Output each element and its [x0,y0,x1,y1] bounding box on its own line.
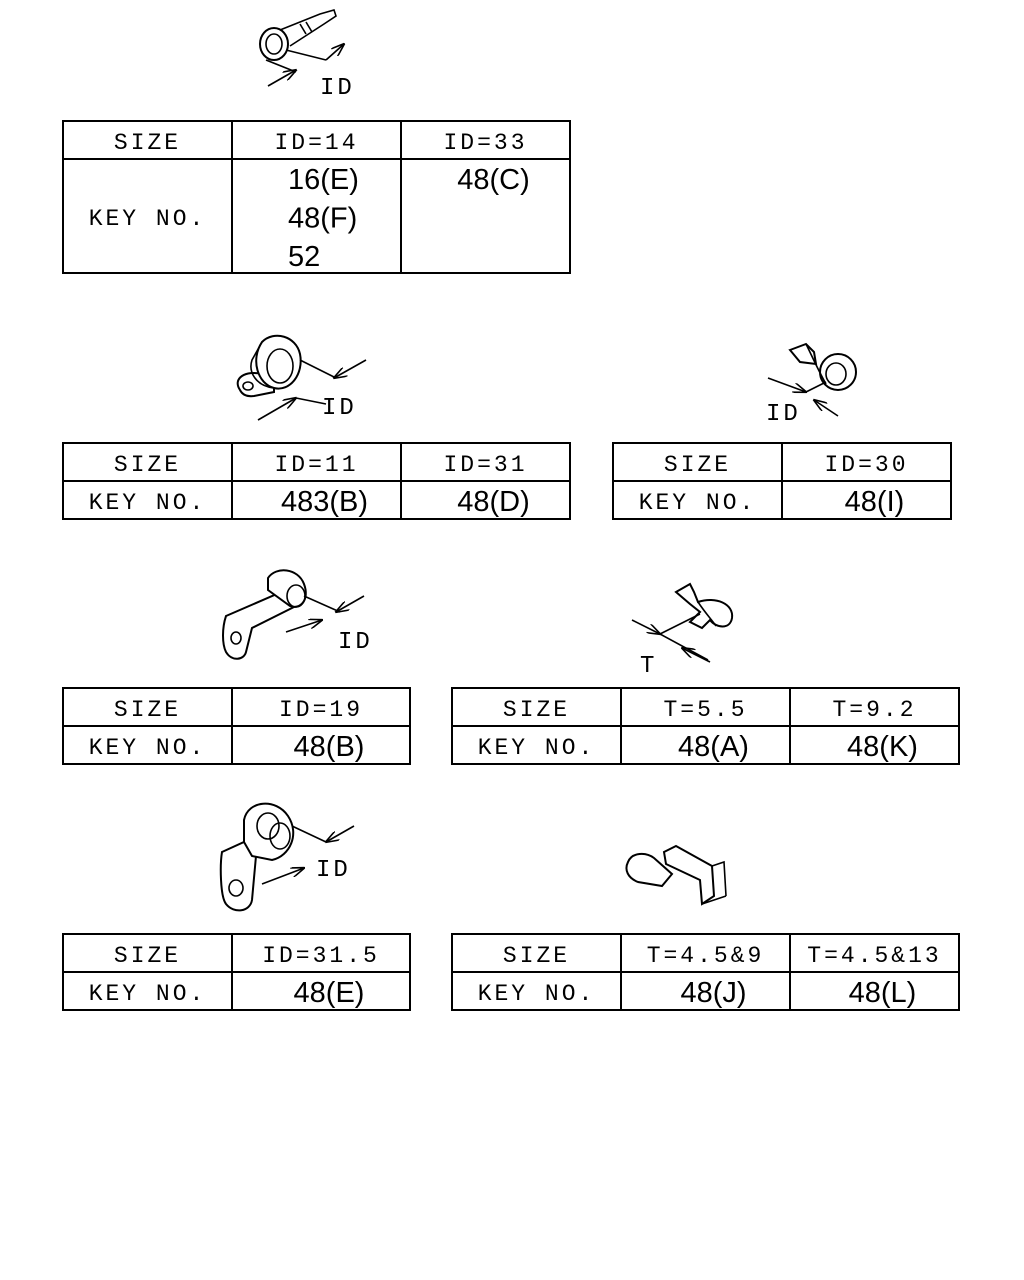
size-value: ID=14 [274,130,359,156]
key-number: 48(K) [847,731,918,763]
size-value: ID=31.5 [262,943,380,969]
size-key-table [452,688,959,764]
key-number: 48(F) [288,202,358,235]
size-value: ID=33 [443,130,528,156]
size-value: T=5.5 [663,697,748,723]
key-number: 48(L) [848,977,917,1009]
size-header-label: SIZE [113,943,182,969]
key-number: 48(E) [293,977,365,1009]
size-value: ID=11 [274,452,359,478]
key-no-label: KEY NO. [477,981,596,1007]
clamp-drawing-3 [766,344,856,428]
size-header-label: SIZE [502,697,571,723]
key-number: 48(A) [678,731,749,763]
clamp-drawing-1 [260,10,355,102]
key-number: 48(I) [844,486,905,518]
key-no-label: KEY NO. [477,735,596,761]
size-value: ID=30 [824,452,909,478]
size-key-table [63,934,410,1010]
key-no-label: KEY NO. [638,490,757,516]
id-dimension-label: ID [322,395,357,422]
key-number: 48(J) [680,977,747,1009]
key-no-label: KEY NO. [88,981,207,1007]
id-dimension-label: ID [766,401,801,428]
size-value: ID=31 [443,452,528,478]
key-no-label: KEY NO. [88,735,207,761]
clamp-drawing-5 [632,584,732,680]
clamp-drawing-2 [238,336,366,422]
size-header-label: SIZE [663,452,732,478]
key-number: 48(B) [293,731,365,763]
size-key-table [452,934,959,1010]
size-header-label: SIZE [113,452,182,478]
size-key-table [63,443,570,519]
size-value: T=9.2 [832,697,917,723]
key-number: 52 [288,241,321,273]
key-number: 16(E) [288,164,359,196]
clamp-drawing-7 [626,846,726,904]
id-dimension-label: ID [320,75,355,102]
clamp-drawing-4 [223,570,373,658]
key-number: 483(B) [280,486,369,518]
key-no-label: KEY NO. [88,206,207,232]
size-value: T=4.5&13 [807,943,942,969]
clamp-drawing-6 [221,804,354,911]
size-header-label: SIZE [113,697,182,723]
size-value: T=4.5&9 [646,943,765,969]
size-key-table [63,688,410,764]
key-number: 48(C) [457,164,530,196]
size-header-label: SIZE [502,943,571,969]
size-value: ID=19 [278,697,364,723]
id-dimension-label: ID [316,857,351,884]
id-dimension-label: ID [338,629,373,656]
size-key-table [613,443,951,519]
size-key-table [63,121,570,273]
key-number: 48(D) [457,486,530,518]
t-dimension-label: T [640,653,658,680]
size-header-label: SIZE [113,130,182,156]
key-no-label: KEY NO. [88,490,207,516]
